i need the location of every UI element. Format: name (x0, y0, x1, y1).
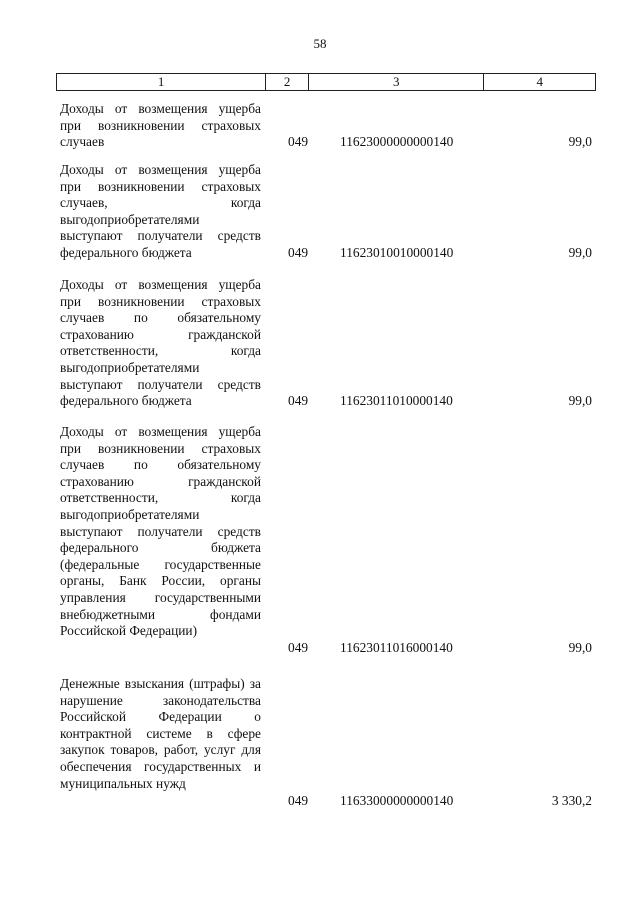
row-amount: 99,0 (568, 393, 592, 408)
row-kbk: 11623010010000140 (340, 245, 454, 260)
row-description: Доходы от возмещения ущерба при возникновении страховых случаев по обязательному страхованию гражданской ответственности, когда выгодоприобретателями выступают получатели средств федерального бюджета (федеральные государственные органы, Банк России, органы управления государственными внебюджетными фондами Российской Федерации) (60, 424, 261, 639)
row-amount: 99,0 (568, 640, 592, 655)
row-description: Доходы от возмещения ущерба при возникновении страховых случаев по обязательному страхованию гражданской ответственности, когда выгодоприобретателями выступают получатели средств федерального бюджета (60, 277, 261, 409)
row-description: Доходы от возмещения ущерба при возникновении страховых случаев (60, 101, 261, 150)
row-description: Доходы от возмещения ущерба при возникновении страховых случаев, когда выгодоприобретателями выступают получатели средств федерального бюджета (60, 162, 261, 260)
row-kbk: 11623011016000140 (340, 640, 453, 655)
column-header-3: 3 (309, 74, 484, 90)
row-amount: 3 330,2 (551, 793, 592, 808)
row-kbk: 11623011010000140 (340, 393, 453, 408)
row-code: 049 (288, 793, 309, 808)
row-kbk: 11633000000000140 (340, 793, 454, 808)
page-number: 58 (313, 36, 327, 51)
row-code: 049 (288, 393, 309, 408)
row-description: Денежные взыскания (штрафы) за нарушение законодательства Российской Федерации о контрактной системе в сфере закупок товаров, работ, услуг для обеспечения государственных и муниципальных нужд (60, 676, 261, 791)
row-code: 049 (288, 134, 309, 149)
column-header-2: 2 (266, 74, 309, 90)
row-code: 049 (288, 640, 309, 655)
row-kbk: 11623000000000140 (340, 134, 454, 149)
row-code: 049 (288, 245, 309, 260)
column-header-4: 4 (536, 74, 543, 89)
column-header-1: 1 (57, 74, 266, 90)
row-amount: 99,0 (568, 245, 592, 260)
row-amount: 99,0 (568, 134, 592, 149)
table-header (56, 73, 596, 91)
